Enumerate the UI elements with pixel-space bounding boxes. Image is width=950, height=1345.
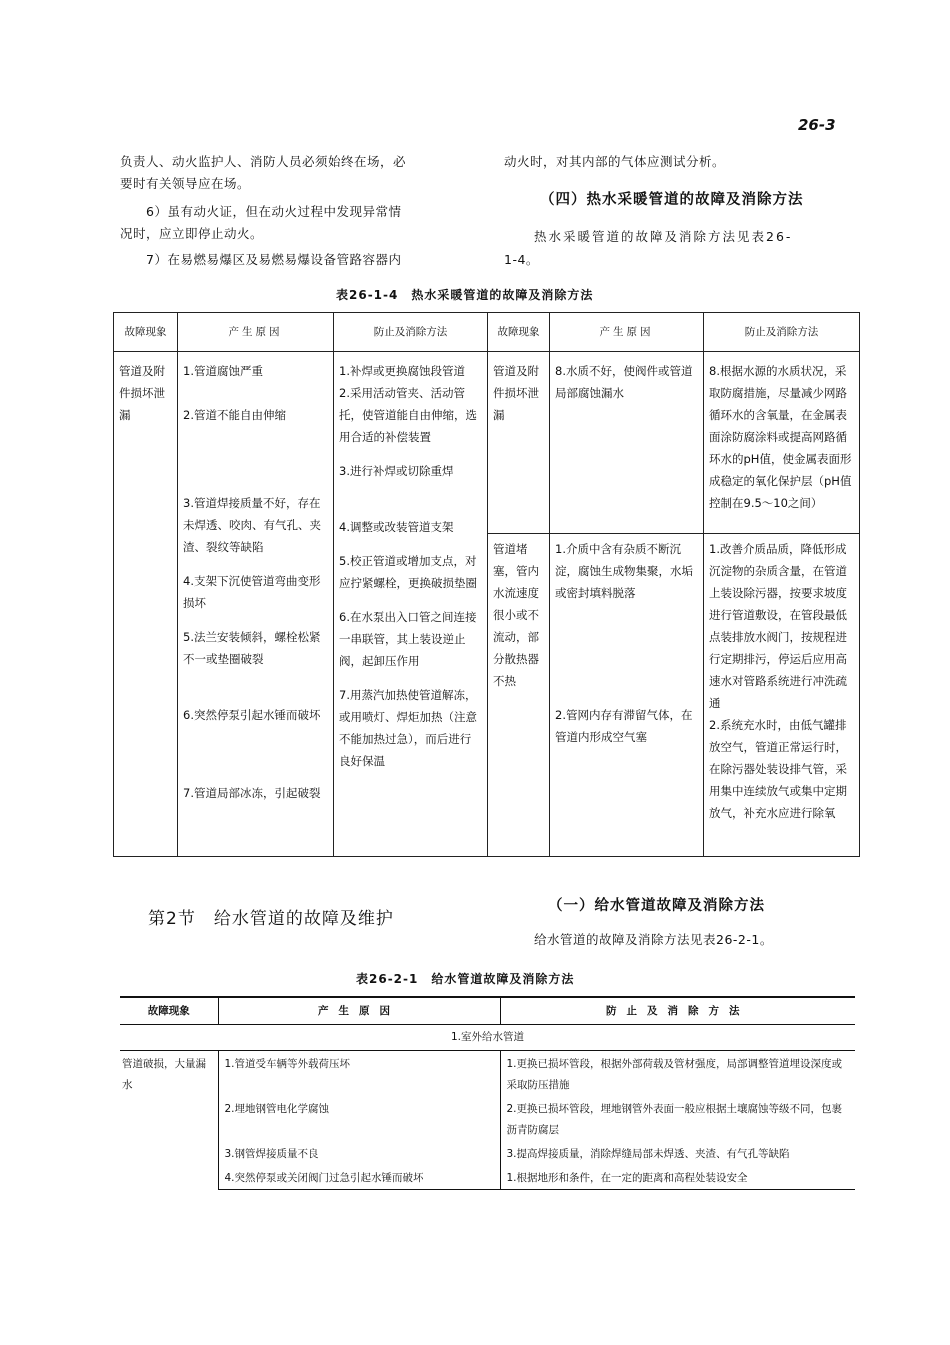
section-2-title: 第2节 给水管道的故障及维护 <box>148 909 394 929</box>
t1-header-remedy: 防止及消除方法 <box>334 313 488 352</box>
t1-remedy-7: 7.用蒸汽加热使管道解冻，或用喷灯、焊炬加热（注意不能加热过急），而后进行良好保温 <box>339 688 477 768</box>
t1-left-phenomenon: 管道及附件损坏泄漏 <box>114 352 178 858</box>
t1-header-remedy-2: 防止及消除方法 <box>704 313 860 352</box>
t2-cause-2: 2.埋地钢管电化学腐蚀 <box>218 1096 500 1141</box>
right-para-line-1: 动火时，对其内部的气体应测试分析。 <box>504 154 726 169</box>
section-2-intro: 给水管道的故障及消除方法见表26-2-1。 <box>534 932 773 947</box>
t1-bottom-rule <box>113 856 859 857</box>
t1-cause-6: 6.突然停泵引起水锤而破坏 <box>183 708 321 722</box>
t1-remedy-4: 4.调整或改装管道支架 <box>339 520 454 534</box>
t2-subheader: 1.室外给水管道 <box>120 1025 855 1051</box>
t1-cause-5: 5.法兰安装倾斜，螺栓松紧不一或垫圈破裂 <box>183 630 321 666</box>
t2-remedy-2: 2.更换已损坏管段，埋地钢管外表面一般应根据土壤腐蚀等级不同，包裹沥青防腐层 <box>506 1103 843 1136</box>
t1-header-phenomenon: 故障现象 <box>114 313 178 352</box>
table-26-1-4 <box>113 312 860 857</box>
t1-cause-3: 3.管道焊接质量不好，存在未焊透、咬肉、有气孔、夹渣、裂纹等缺陷 <box>183 496 321 554</box>
t2-header-cause: 产生原因 <box>218 997 500 1025</box>
t1-right-remedy-b2: 2.系统充水时，由低气罐排放空气，管道正常运行时，在除污器处装设排气管，采用集中连续放气或集中定期放气，补充水应进行除氧 <box>709 717 847 820</box>
left-para-line-2: 要时有关领导应在场。 <box>120 176 251 191</box>
t1-right-phenomenon-1: 管道及附件损坏泄漏 <box>488 352 550 534</box>
t2-remedy-3: 3.提高焊接质量，消除焊缝局部未焊透、夹渣、有气孔等缺陷 <box>506 1148 790 1160</box>
t2-phenomenon: 管道破损，大量漏水 <box>122 1058 206 1091</box>
t2-header-remedy: 防止及消除方法 <box>500 997 855 1025</box>
t1-header-cause: 产生原因 <box>178 313 334 352</box>
t1-right-remedy-8: 8.根据水源的水质状况，采取防腐措施，尽量减少网路循环水的含氧量，在金属表面涂防腐涂料或提高网路循环水的pH值，使金属表面形成稳定的氧化保护层（pH值控制在9.5～10之间） <box>704 352 860 534</box>
t1-remedy-2: 2.采用活动管夹、活动管托，使管道能自由伸缩，选用合适的补偿装置 <box>339 386 477 444</box>
heading-section-4: （四）热水采暖管道的故障及消除方法 <box>540 192 804 208</box>
t1-remedy-6: 6.在水泵出入口管之间连接一串联管，其上装设逆止阀，起卸压作用 <box>339 610 477 668</box>
table2-caption: 表26-2-1 给水管道故障及消除方法 <box>356 972 575 986</box>
right-para-line-3: 1-4。 <box>504 252 539 267</box>
left-para-line-5: 7）在易燃易爆区及易燃易爆设备管路容器内 <box>146 252 402 267</box>
t2-cause-1: 1.管道受车辆等外载荷压坏 <box>218 1051 500 1097</box>
t2-header-phenomenon: 故障现象 <box>120 997 218 1025</box>
t1-remedy-3: 3.进行补焊或切除重焊 <box>339 464 454 478</box>
t1-remedy-5: 5.校正管道或增加支点，对应拧紧螺栓，更换破损垫圈 <box>339 554 477 590</box>
t1-cause-4: 4.支架下沉使管道弯曲变形损坏 <box>183 574 321 610</box>
left-para-line-3: 6）虽有动火证，但在动火过程中发现异常情 <box>146 204 402 219</box>
left-para-line-1: 负责人、动火监护人、消防人员必须始终在场，必 <box>120 154 407 169</box>
t1-right-remedy-b1: 1.改善介质品质，降低形成沉淀物的杂质含量，在管道上装设除污器，按要求坡度进行管道敷设，在管段最低点装排放水阀门，按规程进行定期排污，停运后应用高速水对管路系统进行冲洗疏通 <box>709 541 847 710</box>
t2-remedy-4: 1.根据地形和条件，在一定的距离和高程处装设安全 <box>500 1165 855 1190</box>
t1-left-remedies <box>334 352 488 858</box>
t1-cause-7: 7.管道局部冰冻，引起破裂 <box>183 786 321 800</box>
t1-header-cause-2: 产生原因 <box>550 313 704 352</box>
t1-left-causes <box>178 352 334 858</box>
t1-cause-1: 1.管道腐蚀严重 <box>183 364 263 378</box>
t1-right-cause-8: 8.水质不好，使阀件或管道局部腐蚀漏水 <box>550 352 704 534</box>
t1-right-cause-b1: 1.介质中含有杂质不断沉淀，腐蚀生成物集聚，水垢或密封填料脱落 <box>555 541 693 600</box>
left-para-line-4: 况时，应立即停止动火。 <box>120 226 264 241</box>
t1-right-cause-b2: 2.管网内存有滞留气体，在管道内形成空气塞 <box>555 707 693 744</box>
t1-right-causes-2 <box>550 533 704 857</box>
t1-right-remedies-2 <box>704 533 860 857</box>
t2-cause-4: 4.突然停泵或关闭阀门过急引起水锤而破坏 <box>218 1165 500 1190</box>
subheading-water-supply: （一）给水管道故障及消除方法 <box>548 898 765 914</box>
right-para-line-2: 热水采暖管道的故障及消除方法见表26- <box>534 229 793 244</box>
t1-cause-2: 2.管道不能自由伸缩 <box>183 408 286 422</box>
t2-cause-3: 3.钢管焊接质量不良 <box>218 1141 500 1165</box>
t2-remedy-1: 1.更换已损坏管段，根据外部荷载及管材强度，局部调整管道埋设深度或采取防压措施 <box>506 1058 843 1091</box>
t1-right-phenomenon-2: 管道堵塞，管内水流速度很小或不流动，部分散热器不热 <box>488 533 550 857</box>
page-number: 26-3 <box>798 116 836 134</box>
t1-remedy-1: 1.补焊或更换腐蚀段管道 <box>339 364 465 378</box>
table-26-2-1 <box>120 996 855 1190</box>
t1-header-phenomenon-2: 故障现象 <box>488 313 550 352</box>
table1-caption: 表26-1-4 热水采暖管道的故障及消除方法 <box>336 288 594 302</box>
